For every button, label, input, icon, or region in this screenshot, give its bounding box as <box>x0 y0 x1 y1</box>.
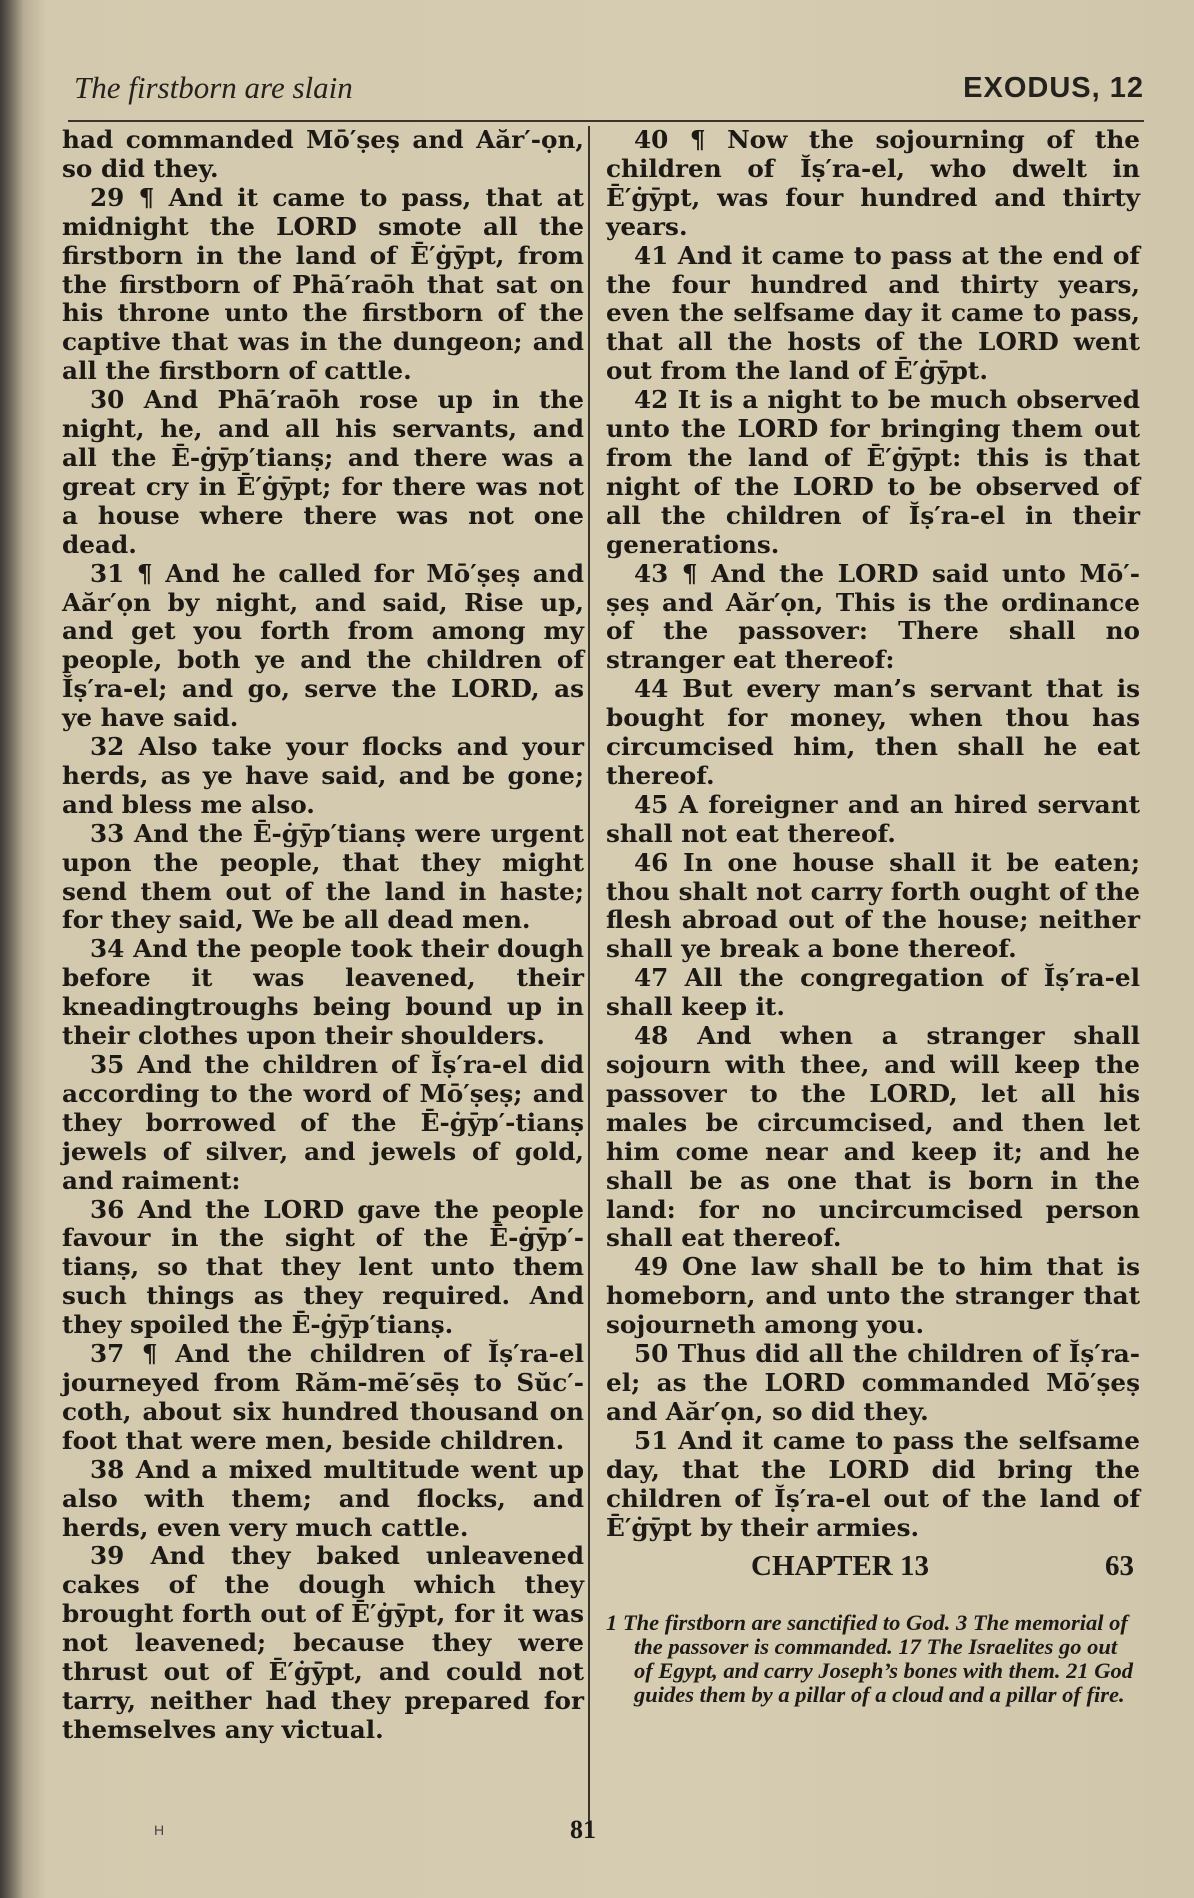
verse: 29 ¶ And it came to pass, that at midnight the LORD smote all the firstborn in the land of Ē′ġȳpt, from the firstborn of Phā′raōh that sat on his throne unto the firstborn of the captive that was in the dungeon; and all the firstborn of cattle. <box>62 182 584 386</box>
verse: 46 In one house shall it be eaten; thou shalt not carry forth ought of the flesh abroad out of the house; neither shall ye break a bone thereof. <box>606 847 1140 964</box>
verse: 37 ¶ And the children of Ĭṣ′ra-el journeyed from Răm-mē′sēṣ to Sŭc′-coth, about six hundred thousand on foot that were men, beside children. <box>62 1339 584 1455</box>
verse: 39 And they baked unleavened cakes of the dough which they brought forth out of Ē′ġȳpt, for it was not leavened; because they were thrust out of Ē′ġȳpt, and could not tarry, neither had they prepared for themselves any victual. <box>62 1541 584 1744</box>
verse: 36 And the LORD gave the people favour in the sight of the Ē-ġȳp′-tianṣ, so that they lent unto them such things as they required. And they spoiled the Ē-ġȳp′tianṣ. <box>62 1194 584 1340</box>
verse: 43 ¶ And the LORD said unto Mō′-ṣeṣ and Aăr′ọn, This is the ordinance of the passover: There shall no stranger eat thereof: <box>606 558 1140 675</box>
chapter-title: CHAPTER 13 <box>751 1550 930 1583</box>
verse: 35 And the children of Ĭṣ′ra-el did according to the word of Mō′ṣeṣ; and they borrowed of the Ē-ġȳp′-tianṣ jewels of silver, and jewels of gold, and raiment: <box>62 1050 584 1195</box>
chapter-number: 63 <box>1105 1550 1134 1583</box>
chapter-heading <box>606 1548 1140 1588</box>
printer-mark: H <box>154 1822 165 1838</box>
book-chapter: EXODUS, 12 <box>963 72 1144 104</box>
verse: 45 A foreigner and an hired servant shall not eat thereof. <box>606 789 1140 848</box>
verse: 31 ¶ And he called for Mō′ṣeṣ and Aăr′ọn by night, and said, Rise up, and get you forth from among my people, both ye and the children of Ĭṣ′ra-el; and go, serve the LORD, as ye have said. <box>62 558 584 733</box>
header-rule <box>68 120 1144 122</box>
verse: 40 ¶ Now the sojourning of the children of Ĭṣ′ra-el, who dwelt in Ē′ġȳpt, was four hundred and thirty years. <box>606 125 1140 241</box>
verse: 33 And the Ē-ġȳp′tianṣ were urgent upon the people, that they might send them out of the land in haste; for they said, We be all dead men. <box>62 818 584 935</box>
verse: 50 Thus did all the children of Ĭṣ′ra-el; as the LORD commanded Mō′ṣeṣ and Aăr′ọn, so did they. <box>606 1339 1140 1426</box>
left-column <box>62 126 584 1745</box>
verse: 44 But every man’s servant that is bought for money, when thou has circumcised him, then shall he eat thereof. <box>606 674 1140 790</box>
verse: 49 One law shall be to him that is homeborn, and unto the stranger that sojourneth among you. <box>606 1252 1140 1340</box>
page-number: 81 <box>570 1815 596 1844</box>
chapter-summary: 1 The firstborn are sanctified to God. 3 The memorial of the passover is commanded. 17 The Israelites go out of Egypt, and carry Joseph’s bones with them. 21 God guides them by a pillar of a cloud and a pillar of fire. <box>606 1609 1133 1707</box>
verse: 32 Also take your flocks and your herds, as ye have said, and be gone; and bless me also. <box>62 732 584 819</box>
verse: 34 And the people took their dough before it was leavened, their kneadingtroughs being bound up in their clothes upon their shoulders. <box>62 934 584 1051</box>
verse: 47 All the congregation of Ĭṣ′ra-el shall keep it. <box>606 963 1140 1022</box>
running-title: The firstborn are slain <box>74 70 353 105</box>
verse: 42 It is a night to be much observed unto the LORD for bringing them out from the land of Ē′ġȳpt: this is that night of the LORD to be observed of all the children of Ĭṣ′ra-el in their generations. <box>606 385 1140 559</box>
right-column <box>606 126 1140 1729</box>
column-divider <box>588 126 590 1826</box>
verse: 51 And it came to pass the selfsame day, that the LORD did bring the children of Ĭṣ′ra-el out of the land of Ē′ġȳpt by their armies. <box>606 1425 1140 1542</box>
verse: 48 And when a stranger shall sojourn with thee, and will keep the passover to the LORD, let all his males be circumcised, and then let him come near and keep it; and he shall be as one that is born in the land: for no uncircumcised person shall eat thereof. <box>606 1021 1140 1253</box>
verse: had commanded Mō′ṣeṣ and Aăr′-ọn, so did they. <box>62 125 584 183</box>
page-header <box>74 70 1144 116</box>
verse: 38 And a mixed multitude went up also with them; and flocks, and herds, even very much cattle. <box>62 1454 584 1542</box>
verse: 41 And it came to pass at the end of the four hundred and thirty years, even the selfsame day it came to pass, that all the hosts of the LORD went out from the land of Ē′ġȳpt. <box>606 240 1140 386</box>
verse: 30 And Phā′raōh rose up in the night, he, and all his servants, and all the Ē-ġȳp′tianṣ; and there was a great cry in Ē′ġȳpt; for there was not a house where there was not one dead. <box>62 385 584 559</box>
